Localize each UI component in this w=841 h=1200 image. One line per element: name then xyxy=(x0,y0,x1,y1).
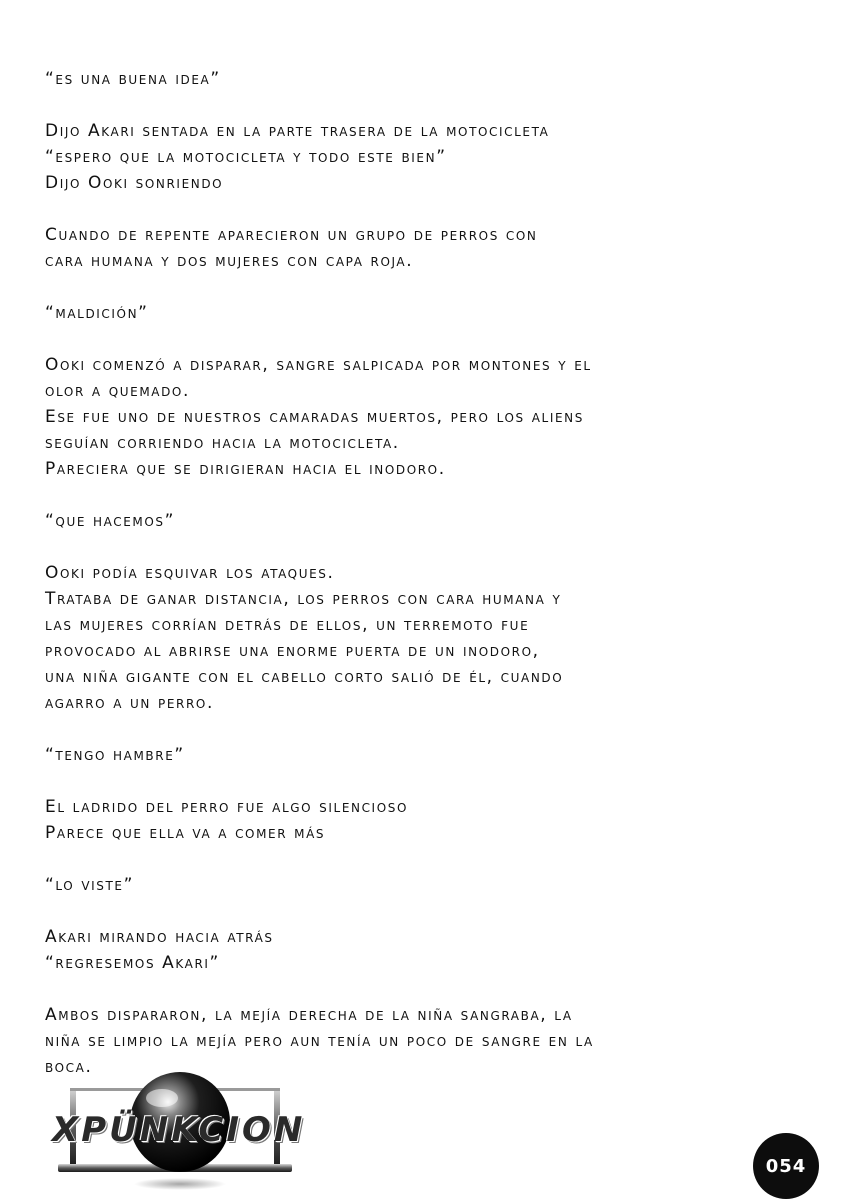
text-line: “espero que la motocicleta y todo este bien” xyxy=(45,147,447,167)
text-line: “tengo hambre” xyxy=(45,745,185,765)
paragraph-gap xyxy=(45,92,815,118)
paragraph-gap xyxy=(45,534,815,560)
text-line: niña se limpio la mejía pero aun tenía un poco de sangre en la xyxy=(45,1031,594,1051)
text-line: provocado al abrirse una enorme puerta de un inodoro, xyxy=(45,641,540,661)
paragraph-gap xyxy=(45,274,815,300)
text-line: “maldición” xyxy=(45,303,149,323)
text-line: “regresemos Akari” xyxy=(45,953,220,973)
paragraph-gap xyxy=(45,326,815,352)
xpunkcion-logo xyxy=(50,1060,320,1190)
paragraph-gap xyxy=(45,898,815,924)
text-line: Ambos dispararon, la mejía derecha de la niña sangraba, la xyxy=(45,1005,573,1025)
paragraph-gap xyxy=(45,846,815,872)
text-line: Ese fue uno de nuestros camaradas muertos, pero los aliens xyxy=(45,407,584,427)
paragraph-gap xyxy=(45,196,815,222)
text-line: las mujeres corrían detrás de ellos, un terremoto fue xyxy=(45,615,530,635)
paragraph-gap xyxy=(45,976,815,1002)
text-line: boca. xyxy=(45,1057,93,1077)
paragraph-gap xyxy=(45,482,815,508)
text-line: agarro a un perro. xyxy=(45,693,214,713)
text-line: Parece que ella va a comer más xyxy=(45,823,326,843)
text-line: El ladrido del perro fue algo silencioso xyxy=(45,797,409,817)
text-line: Pareciera que se dirigieran hacia el inodoro. xyxy=(45,459,446,479)
text-line: Ooki podía esquivar los ataques. xyxy=(45,563,335,583)
paragraph-gap xyxy=(45,716,815,742)
text-line: Dijo Akari sentada en la parte trasera de la motocicleta xyxy=(45,121,550,141)
text-line: Ooki comenzó a disparar, sangre salpicada por montones y el xyxy=(45,355,592,375)
text-line: Dijo Ooki sonriendo xyxy=(45,173,224,193)
paragraph-gap xyxy=(45,768,815,794)
page-text xyxy=(45,66,815,1080)
text-line: Cuando de repente aparecieron un grupo de perros con xyxy=(45,225,538,245)
text-line: seguían corriendo hacia la motocicleta. xyxy=(45,433,400,453)
text-line: “es una buena idea” xyxy=(45,69,221,89)
text-line: Trataba de ganar distancia, los perros con cara humana y xyxy=(45,589,562,609)
text-line: Akari mirando hacia atrás xyxy=(45,927,274,947)
text-line: cara humana y dos mujeres con capa roja. xyxy=(45,251,414,271)
text-line: “que hacemos” xyxy=(45,511,176,531)
text-line: “lo viste” xyxy=(45,875,134,895)
page-number-badge: 054 xyxy=(753,1133,819,1199)
text-line: olor a quemado. xyxy=(45,381,190,401)
text-line: una niña gigante con el cabello corto salió de él, cuando xyxy=(45,667,564,687)
logo-text: XPÜNKCION xyxy=(52,1110,306,1150)
